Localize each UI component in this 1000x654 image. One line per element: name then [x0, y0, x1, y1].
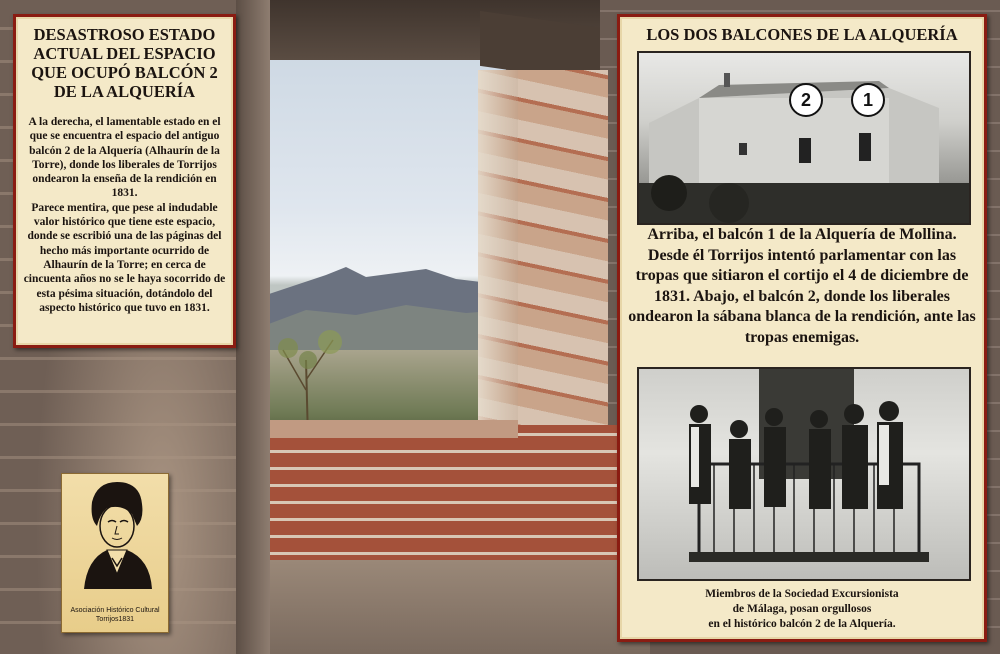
title-line: ACTUAL DEL ESPACIO — [33, 44, 216, 63]
balcony-2-marker: 2 — [789, 83, 823, 117]
caption-line: de Málaga, posan orgullosos — [732, 603, 872, 615]
paragraph: A la derecha, el lamentable estado en el que se encuentra el espacio del antiguo balcón 2 de la Alquería (Alhaurín de la Torre), donde los liberales de Torrijos ondearon la enseña de la rendición en 1831. — [28, 116, 221, 200]
sill-top — [258, 420, 518, 438]
title-line: DESASTROSO ESTADO — [33, 25, 216, 44]
rubble-floor — [230, 560, 650, 654]
alqueria-historic-photo — [637, 51, 971, 225]
left-wall-edge — [236, 0, 270, 654]
right-info-panel — [617, 14, 987, 642]
farmhouse-illustration — [639, 53, 969, 223]
right-panel-caption: Arriba, el balcón 1 de la Alquería de Mollina. Desde él Torrijos intentó parlamentar con las tropas que sitiaron el cortijo el 4 de diciembre de 1831. Abajo, el balcón 2, donde los liberales ondearon la sábana blanca de la rendición, ante las tropas enemigas. — [628, 226, 976, 346]
left-info-panel — [13, 14, 236, 348]
title-line: DE LA ALQUERÍA — [53, 82, 196, 101]
association-logo — [61, 473, 169, 633]
logo-line: Torrijos1831 — [95, 616, 135, 623]
tree — [268, 300, 348, 440]
right-panel-title: LOS DOS BALCONES DE LA ALQUERÍA — [646, 25, 958, 44]
excursionists-photo — [637, 367, 971, 581]
caption-line: Miembros de la Sociedad Excursionista — [705, 588, 899, 600]
balcony-group-illustration — [639, 369, 969, 579]
left-panel-body — [22, 115, 227, 315]
paragraph: Parece mentira, que pese al indudable valor histórico que tiene este espacio, donde se escribió una de las páginas del hecho más importante ocurrido de Alhaurín de la Torre; en cerca de cincuenta años no se le haya socorrido de esta pésima situación, dotándolo del aspecto histórico que tuvo en 1831. — [23, 201, 226, 314]
logo-line: Asociación Histórico Cultural — [70, 607, 160, 614]
left-panel-title — [16, 25, 233, 101]
logo-caption — [62, 606, 168, 624]
title-line: QUE OCUPÓ BALCÓN 2 — [31, 63, 218, 82]
photo-caption — [626, 587, 978, 632]
balcony-1-marker: 1 — [851, 83, 885, 117]
torrijos-portrait-icon — [62, 474, 168, 594]
caption-line: en el histórico balcón 2 de la Alquería. — [708, 618, 896, 630]
